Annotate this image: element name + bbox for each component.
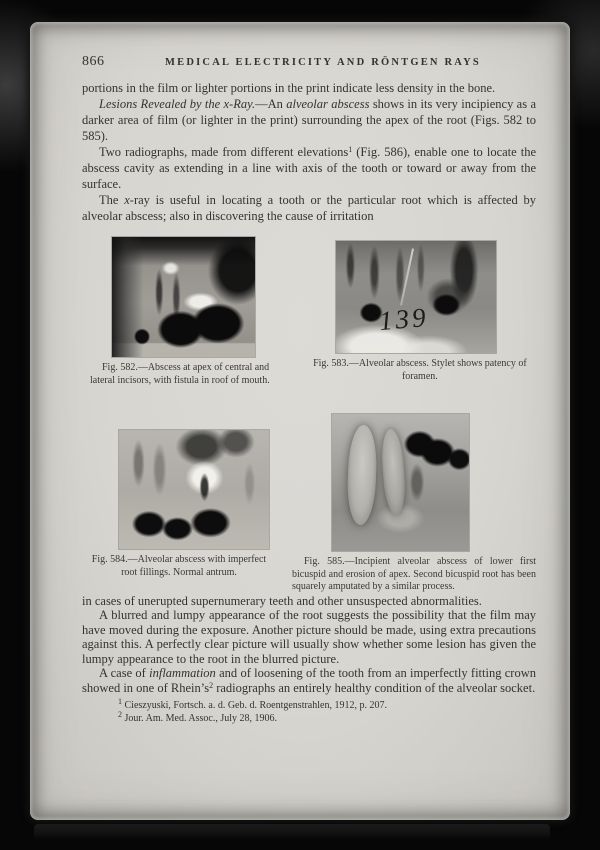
fig-583-xray-image	[336, 241, 496, 353]
footnote	[118, 712, 536, 725]
tooth-root-shape	[380, 428, 407, 515]
body-paragraph: Lesions Revealed by the x-Ray.—An alveolar abscess shows in its very incipiency as a darker area of film (or lighter in the print) surrounding the apex of the root (Figs. 582 to 585).	[82, 97, 536, 143]
figure-583	[304, 237, 536, 383]
figure-582	[90, 237, 298, 387]
fig-582-caption: Fig. 582.—Abscess at apex of central and lateral incisors, with fistula in roof of mouth.	[90, 362, 270, 386]
footnotes	[82, 699, 536, 725]
footnote-marker: 1	[118, 697, 122, 706]
page-content	[30, 22, 570, 820]
running-header	[82, 54, 536, 70]
body-paragraph: portions in the film or lighter portions in the print indicate less density in the bone.	[82, 81, 496, 95]
footnote	[118, 699, 536, 712]
book-page	[30, 22, 570, 820]
tooth-root-shape	[347, 424, 378, 525]
figure-584	[86, 430, 272, 579]
body-paragraph: A case of inflammation and of loosening of the tooth from an imperfectly fitting crown showed in one of $Rhein’s^2$ radiographs an entirely healthy condition of the alveolar socket.	[82, 666, 536, 695]
handwritten-number-annotation: 139	[377, 301, 430, 336]
stylet-highlight-shape	[400, 248, 414, 305]
running-title: MEDICAL ELECTRICITY AND RÖNTGEN RAYS	[165, 57, 481, 68]
body-paragraph: The x-ray is useful in locating a tooth or the particular root which is affected by alveolar abscess; also in discovering the cause of irritation	[82, 193, 536, 223]
footnote-text: Jour. Am. Med. Assoc., July 28, 1906.	[122, 713, 278, 724]
body-paragraph: Two radiographs, made from different elevations$^1$ (Fig. 586), enable one to locate the abscess cavity as extending in a line with axis of the tooth or toward or away from the surface.	[82, 145, 536, 191]
footnote-text: Cieszyuski, Fortsch. a. d. Geb. d. Roentgenstrahlen, 1912, p. 207.	[122, 700, 387, 711]
body-paragraph: in cases of unerupted supernumerary teeth and other unsuspected abnormalities.	[82, 593, 482, 608]
page-number: 866	[82, 54, 105, 69]
footnote-marker: 2	[118, 710, 122, 719]
figure-row-top	[82, 237, 536, 387]
fig-585-xray-image	[332, 414, 469, 551]
fig-584-caption: Fig. 584.—Alveolar abscess with imperfect root fillings. Normal antrum.	[91, 554, 267, 578]
fig-584-xray-image	[119, 430, 269, 549]
figure-row-bottom	[82, 430, 536, 594]
table-edge-shadow	[34, 824, 550, 840]
fig-582-xray-image	[112, 237, 255, 357]
figure-585	[292, 414, 536, 594]
fig-585-caption: Fig. 585.—Incipient alveolar abscess of lower first bicuspid and erosion of apex. Second bicuspid root has been squarely amputated by a similar process.	[292, 556, 536, 592]
body-paragraph: A blurred and lumpy appearance of the root suggests the possibility that the film may have moved during the exposure. Another picture should be made, using extra precautions against this. A perfectly clear picture will usually show whether some lesion has given the lumpy appearance to the root in the blurred picture.	[82, 608, 536, 666]
fig-583-caption: Fig. 583.—Alveolar abscess. Stylet shows patency of foramen.	[313, 358, 527, 382]
